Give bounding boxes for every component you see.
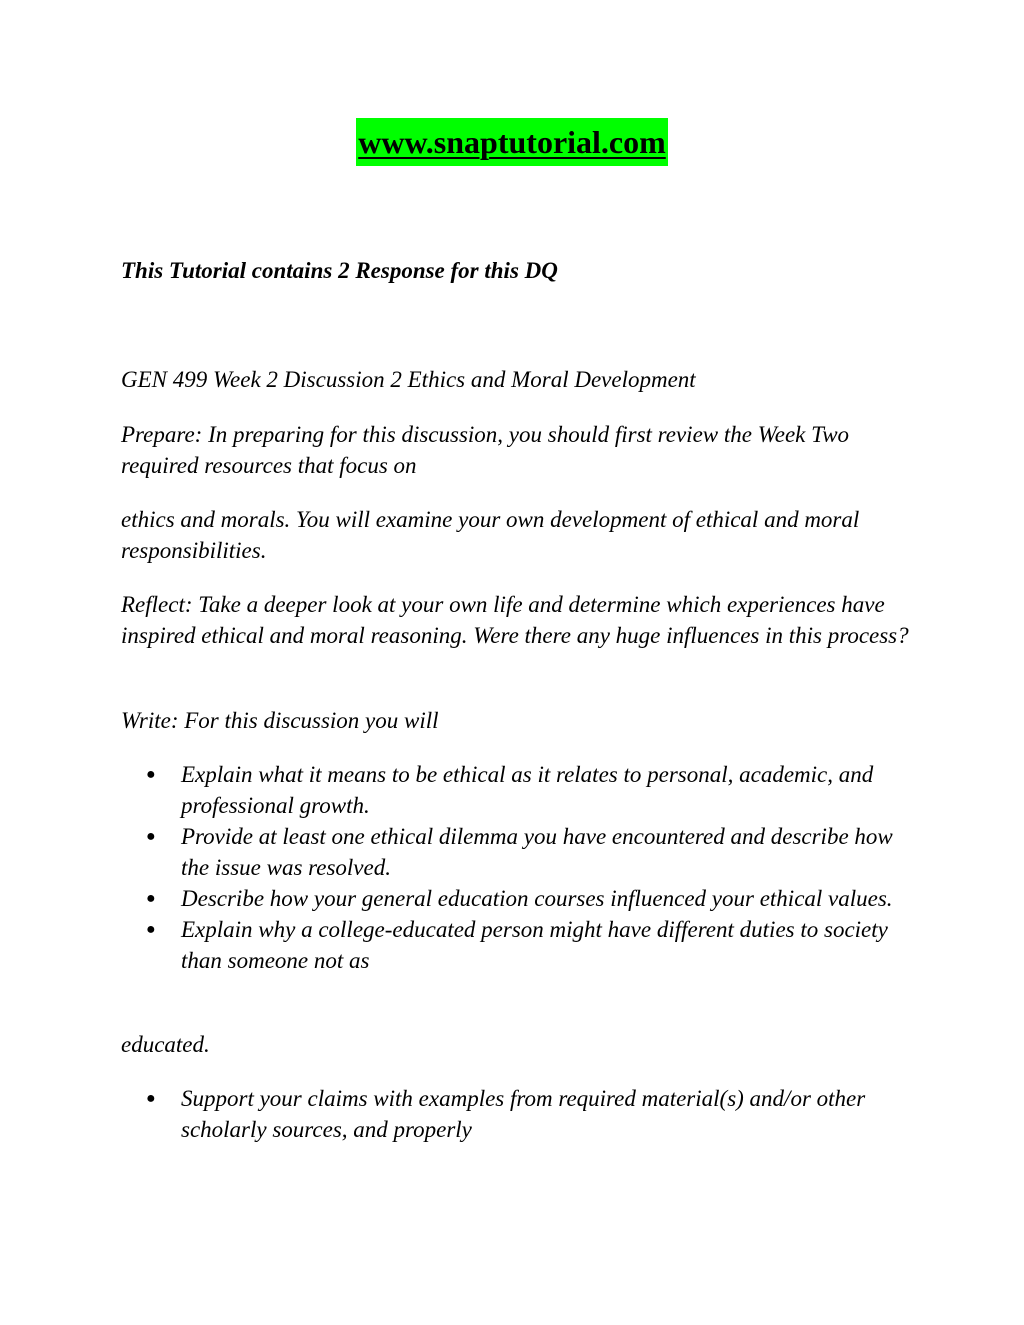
list-item (121, 759, 911, 821)
prepare-continued-paragraph: ethics and morals. You will examine your own development of ethical and moral responsibilities. (121, 507, 860, 563)
bullet-icon: ● (146, 828, 156, 845)
list-item-text: Support your claims with examples from required material(s) and/or other scholarly sources, and properly (181, 1086, 866, 1142)
site-link-container (0, 118, 1024, 166)
list-item (121, 883, 911, 914)
list-item (121, 914, 911, 976)
discussion-title: GEN 499 Week 2 Discussion 2 Ethics and Moral Development (121, 367, 696, 392)
bullet-icon: ● (146, 766, 156, 783)
intro-text: This Tutorial contains 2 Response for this DQ (121, 258, 558, 283)
list-item-text: Explain why a college-educated person might have different duties to society than someone not as (181, 917, 888, 973)
list-item (121, 821, 911, 883)
site-url-link[interactable]: www.snaptutorial.com (356, 118, 668, 166)
prepare-paragraph: Prepare: In preparing for this discussion, you should first review the Week Two required resources that focus on (121, 422, 850, 478)
bullet-icon: ● (146, 890, 156, 907)
list-item-text: Describe how your general education courses influenced your ethical values. (181, 886, 893, 911)
list-item (121, 1083, 911, 1145)
support-list (121, 1083, 911, 1145)
educated-text: educated. (121, 1032, 210, 1057)
list-item-text: Explain what it means to be ethical as it relates to personal, academic, and professional growth. (181, 762, 874, 818)
list-item-text: Provide at least one ethical dilemma you have encountered and describe how the issue was resolved. (181, 824, 893, 880)
requirements-list (121, 759, 911, 976)
bullet-icon: ● (146, 921, 156, 938)
write-paragraph: Write: For this discussion you will (121, 708, 439, 733)
bullet-icon: ● (146, 1090, 156, 1107)
reflect-paragraph: Reflect: Take a deeper look at your own life and determine which experiences have inspired ethical and moral reasoning. Were there any huge influences in this process? (121, 592, 909, 648)
